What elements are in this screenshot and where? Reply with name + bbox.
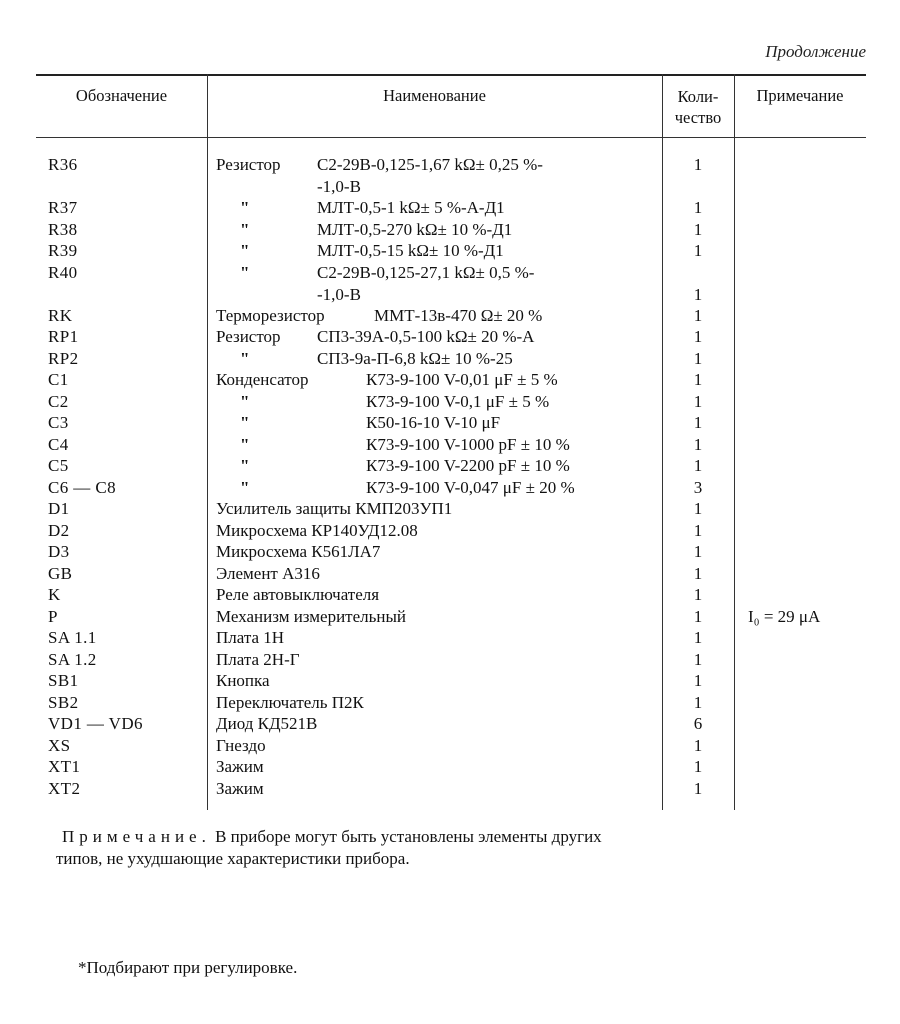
- footnote: *Подбирают при регулировке.: [78, 958, 298, 977]
- row-designation: SB1: [48, 671, 79, 690]
- table-row: [36, 240, 866, 262]
- table-row: [36, 154, 866, 196]
- remark-line-2: типов, не ухудшающие характеристики прибора.: [56, 849, 410, 868]
- row-type: К50-16-10 V-10 μF: [366, 413, 501, 432]
- header-note: Примечание: [756, 86, 844, 105]
- header-designation: Обозначение: [75, 86, 168, 105]
- row-quantity: 1: [693, 241, 703, 260]
- row-name: ": [240, 348, 250, 368]
- row-designation: VD1 — VD6: [48, 714, 143, 733]
- row-quantity: 6: [693, 714, 703, 733]
- table-row: [36, 434, 866, 456]
- row-name: Переключатель П2К: [216, 692, 364, 712]
- table-row: [36, 369, 866, 391]
- remark-note: [56, 826, 898, 870]
- table-row: [36, 584, 866, 606]
- row-name: Диод КД521В: [216, 714, 318, 733]
- table-row: [36, 477, 866, 499]
- row-designation: XT1: [48, 757, 81, 776]
- row-name: Кнопка: [216, 671, 270, 690]
- row-designation: D3: [48, 542, 70, 561]
- row-designation: D2: [48, 520, 70, 540]
- row-type: С2-29В-0,125-1,67 kΩ± 0,25 %-: [317, 155, 543, 174]
- row-type: К73-9-100 V-0,047 μF ± 20 %: [366, 477, 575, 497]
- row-designation: R39: [48, 241, 78, 260]
- row-name: Элемент А316: [216, 563, 320, 583]
- row-name: Усилитель защиты КМП203УП1: [216, 499, 453, 518]
- row-quantity: 1: [693, 327, 703, 346]
- row-type: МЛТ-0,5-1 kΩ± 5 %-А-Д1: [317, 198, 505, 217]
- row-type-continuation: -1,0-В: [317, 177, 361, 196]
- row-quantity: 1: [693, 284, 703, 304]
- row-quantity: 1: [693, 692, 703, 712]
- table-row: [36, 778, 866, 800]
- remark-label: Примечание.: [62, 827, 211, 846]
- row-quantity: 1: [693, 348, 703, 368]
- row-designation: RK: [48, 305, 73, 325]
- row-designation: C1: [48, 370, 69, 389]
- row-name: Гнездо: [216, 735, 266, 755]
- row-designation: R40: [48, 262, 78, 282]
- header-quantity: [662, 86, 734, 128]
- row-name: Резистор: [216, 327, 281, 346]
- row-designation: C4: [48, 434, 69, 454]
- table-row: [36, 455, 866, 477]
- remark-line-1: [62, 826, 898, 848]
- table-row: [36, 326, 866, 348]
- row-designation: SB2: [48, 692, 79, 712]
- row-name: Зажим: [216, 778, 264, 798]
- row-designation: RP2: [48, 348, 79, 368]
- row-type: К73-9-100 V-1000 pF ± 10 %: [366, 434, 570, 454]
- row-quantity: 1: [693, 456, 703, 475]
- row-name: ": [240, 477, 250, 497]
- table-row: [36, 563, 866, 585]
- header-quantity-line1: Коли-: [677, 87, 719, 106]
- row-note: I₀ = 29 μA: [748, 606, 821, 626]
- table-row: [36, 735, 866, 757]
- row-designation: RP1: [48, 327, 79, 346]
- row-quantity: 1: [693, 434, 703, 454]
- table-row: [36, 692, 866, 714]
- row-name: ": [240, 456, 250, 475]
- row-type: К73-9-100 V-0,1 μF ± 5 %: [366, 391, 550, 411]
- row-quantity: 1: [693, 778, 703, 798]
- row-type: МЛТ-0,5-15 kΩ± 10 %-Д1: [317, 241, 504, 260]
- row-quantity: 1: [693, 520, 703, 540]
- row-name: Конденсатор: [216, 370, 309, 389]
- table-row: [36, 520, 866, 542]
- row-name: ": [240, 391, 250, 411]
- header-name: Наименование: [383, 86, 486, 105]
- row-type: ММТ-13в-470 Ω± 20 %: [374, 305, 543, 325]
- row-designation: K: [48, 585, 61, 604]
- row-type: К73-9-100 V-0,01 μF ± 5 %: [366, 370, 558, 389]
- row-quantity: 1: [693, 499, 703, 518]
- table-row: [36, 391, 866, 413]
- row-name: Плата 2Н-Г: [216, 649, 300, 669]
- row-name: ": [240, 262, 250, 282]
- table-row: [36, 262, 866, 304]
- row-quantity: 1: [693, 542, 703, 561]
- row-name: Зажим: [216, 757, 264, 776]
- row-designation: SA 1.2: [48, 649, 97, 669]
- row-quantity: 1: [693, 413, 703, 432]
- table-row: [36, 670, 866, 692]
- row-designation: D1: [48, 499, 70, 518]
- row-name: Микросхема К561ЛА7: [216, 542, 381, 561]
- header-quantity-line2: чество: [674, 108, 722, 127]
- row-name: ": [240, 413, 250, 432]
- row-designation: R36: [48, 155, 78, 174]
- row-quantity: 1: [693, 585, 703, 604]
- continuation-label: Продолжение: [765, 42, 866, 61]
- row-type-continuation: -1,0-В: [317, 284, 361, 304]
- row-designation: C2: [48, 391, 69, 411]
- row-designation: P: [48, 606, 58, 626]
- row-type: СП3-9а-П-6,8 kΩ± 10 %-25: [317, 348, 513, 368]
- table-row: [36, 627, 866, 649]
- table-row: [36, 197, 866, 219]
- row-name: ": [240, 219, 250, 239]
- components-table: [36, 74, 866, 810]
- row-name: Реле автовыключателя: [216, 585, 380, 604]
- row-type: МЛТ-0,5-270 kΩ± 10 %-Д1: [317, 219, 513, 239]
- row-designation: GB: [48, 563, 73, 583]
- row-name: Терморезистор: [216, 305, 325, 325]
- table-row: [36, 348, 866, 370]
- row-quantity: 1: [693, 606, 703, 626]
- row-name: Резистор: [216, 155, 281, 174]
- row-name: Механизм измерительный: [216, 606, 407, 626]
- remark-text: В приборе могут быть установлены элементы других: [210, 827, 602, 846]
- row-designation: XS: [48, 735, 71, 755]
- row-designation: R37: [48, 198, 78, 217]
- row-quantity: 1: [693, 735, 703, 755]
- table-row: [36, 498, 866, 520]
- row-quantity: 1: [693, 628, 703, 647]
- row-type: К73-9-100 V-2200 pF ± 10 %: [366, 456, 570, 475]
- table-row: [36, 756, 866, 778]
- table-row: [36, 541, 866, 563]
- row-designation: SA 1.1: [48, 628, 97, 647]
- row-designation: XT2: [48, 778, 81, 798]
- table-row: [36, 412, 866, 434]
- row-quantity: 1: [693, 757, 703, 776]
- row-type: С2-29В-0,125-27,1 kΩ± 0,5 %-: [317, 262, 535, 282]
- table-row: [36, 305, 866, 327]
- row-quantity: 1: [693, 305, 703, 325]
- row-quantity: 1: [693, 391, 703, 411]
- table-top-rule: [36, 74, 866, 76]
- row-designation: R38: [48, 219, 78, 239]
- row-name: ": [240, 241, 250, 260]
- row-designation: C3: [48, 413, 69, 432]
- table-row: [36, 219, 866, 241]
- row-name: Микросхема КР140УД12.08: [216, 520, 418, 540]
- table-header-rule: [36, 137, 866, 138]
- row-quantity: 3: [693, 477, 703, 497]
- row-type: СП3-39А-0,5-100 kΩ± 20 %-А: [317, 327, 535, 346]
- row-quantity: 1: [693, 219, 703, 239]
- table-row: [36, 713, 866, 735]
- row-quantity: 1: [693, 370, 703, 389]
- row-quantity: 1: [693, 649, 703, 669]
- row-name: ": [240, 434, 250, 454]
- table-row: [36, 649, 866, 671]
- table-row: [36, 606, 866, 628]
- row-quantity: 1: [693, 563, 703, 583]
- row-designation: C5: [48, 456, 69, 475]
- row-quantity: 1: [693, 155, 703, 174]
- row-name: Плата 1Н: [216, 628, 285, 647]
- row-quantity: 1: [693, 671, 703, 690]
- row-quantity: 1: [693, 198, 703, 217]
- row-name: ": [240, 198, 250, 217]
- row-designation: C6 — C8: [48, 477, 116, 497]
